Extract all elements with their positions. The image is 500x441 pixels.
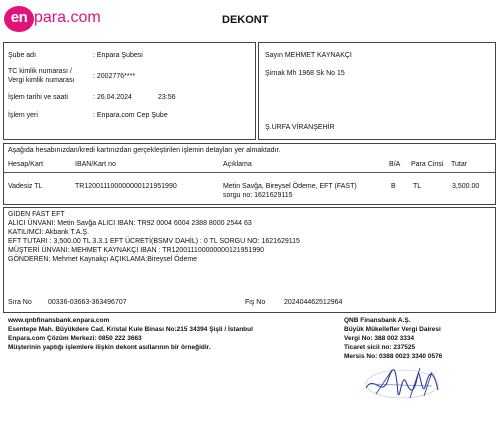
recipient-city: Ş.URFA VİRANŞEHİR [265,124,335,131]
sube-value: : Enpara Şubesi [93,52,143,59]
header-hesap: Hesap/Kart [8,161,44,168]
footer-tax-no: Vergi No: 388 002 3334 [344,335,415,342]
footer-note: Müşterinin yaptığı işlemlere ilişkin dekont asıllarının bir örneğidir. [8,344,211,351]
header-aciklama: Açıklama [223,161,252,168]
footer-tax-office: Büyük Mükellefler Vergi Dairesi [344,326,441,333]
detail-line: EFT TUTARI : 3,500.00 TL 3.3.1 EFT ÜCRETİ(BSMV DAHİL) : 0 TL SORGU NO: 1621629115 [8,238,300,245]
tckn-value: : 2002776**** [93,73,136,80]
saat-value: 23:56 [158,94,176,101]
footer-address: Esentepe Mah. Büyükdere Cad. Kristal Kule Binası No:215 34394 Şişli / İstanbul [8,326,253,333]
footer-mersis-no: Mersis No: 0388 0023 3340 0576 [344,353,443,360]
recipient-address: Şirnak Mh 1968 Sk No 15 [265,70,345,77]
header-divider [3,172,496,173]
signature-stamp-icon [362,364,442,404]
header-iban: IBAN/Kart no [75,161,116,168]
tckn-label-1: TC kimlik numarası / [8,68,72,75]
row-ba: B [391,183,396,190]
header-ba: B/A [389,161,401,168]
fis-value: 202404462512964 [284,299,343,306]
transaction-intro: Aşağıda hesabınızdan/kredi kartınızdan gerçekleştirilen işlemin detayları yer almaktadır. [8,147,281,154]
yer-label: İşlem yeri [8,112,38,119]
logo-text: para.com [34,9,101,26]
detail-line: ALICI ÜNVANI: Metin Savğa ALICI IBAN: TR92 0004 6004 2388 8000 2544 63 [8,220,252,227]
detail-line: MÜŞTERİ ÜNVANI: MEHMET KAYNAKÇI IBAN : TR120011100000000121951990 [8,247,265,254]
page-title: DEKONT [222,14,269,26]
header-tutar: Tutar [451,161,468,168]
row-hesap: Vadesiz TL [8,183,43,190]
detail-line: GIDEN FAST EFT [8,211,65,218]
row-aciklama-1: Metin Savğa, Bireysel Ödeme, EFT (FAST) [223,183,357,190]
tarih-label: İşlem tarihi ve saati [8,94,68,101]
row-tutar: 3,500.00 [452,183,480,190]
row-iban: TR120011100000000121951990 [75,183,177,190]
footer-bank-name: QNB Finansbank A.Ş. [344,317,411,324]
detail-line: GÖNDEREN: Mehmet Kaynakçı AÇIKLAMA:Bireysel Ödeme [8,256,198,263]
yer-value: : Enpara.com Cep Şube [93,112,168,119]
footer-trade-no: Ticaret sicil no: 237525 [344,344,416,351]
logo-en: en [4,6,34,32]
row-para: TL [413,183,422,190]
sira-value: 00336-03663-363496707 [48,299,127,306]
header-para: Para Cinsi [411,161,444,168]
tckn-label-2: Vergi kimlik numarası [8,77,75,84]
footer-website: www.qnbfinansbank.enpara.com [8,317,110,324]
fis-label: Fiş No [245,299,266,306]
sube-label: Şube adı [8,52,37,59]
row-aciklama-2: sorgu no: 1621629115 [223,192,293,199]
tarih-value: : 26.04.2024 [93,94,132,101]
sira-label: Sıra No [8,299,32,306]
footer-contact: Enpara.com Çözüm Merkezi: 0850 222 3663 [8,335,142,342]
detail-line: KATILIMCI: Akbank T.A.Ş. [8,229,90,236]
enpara-logo [4,6,101,34]
recipient-name: Sayın MEHMET KAYNAKÇI [265,52,352,59]
